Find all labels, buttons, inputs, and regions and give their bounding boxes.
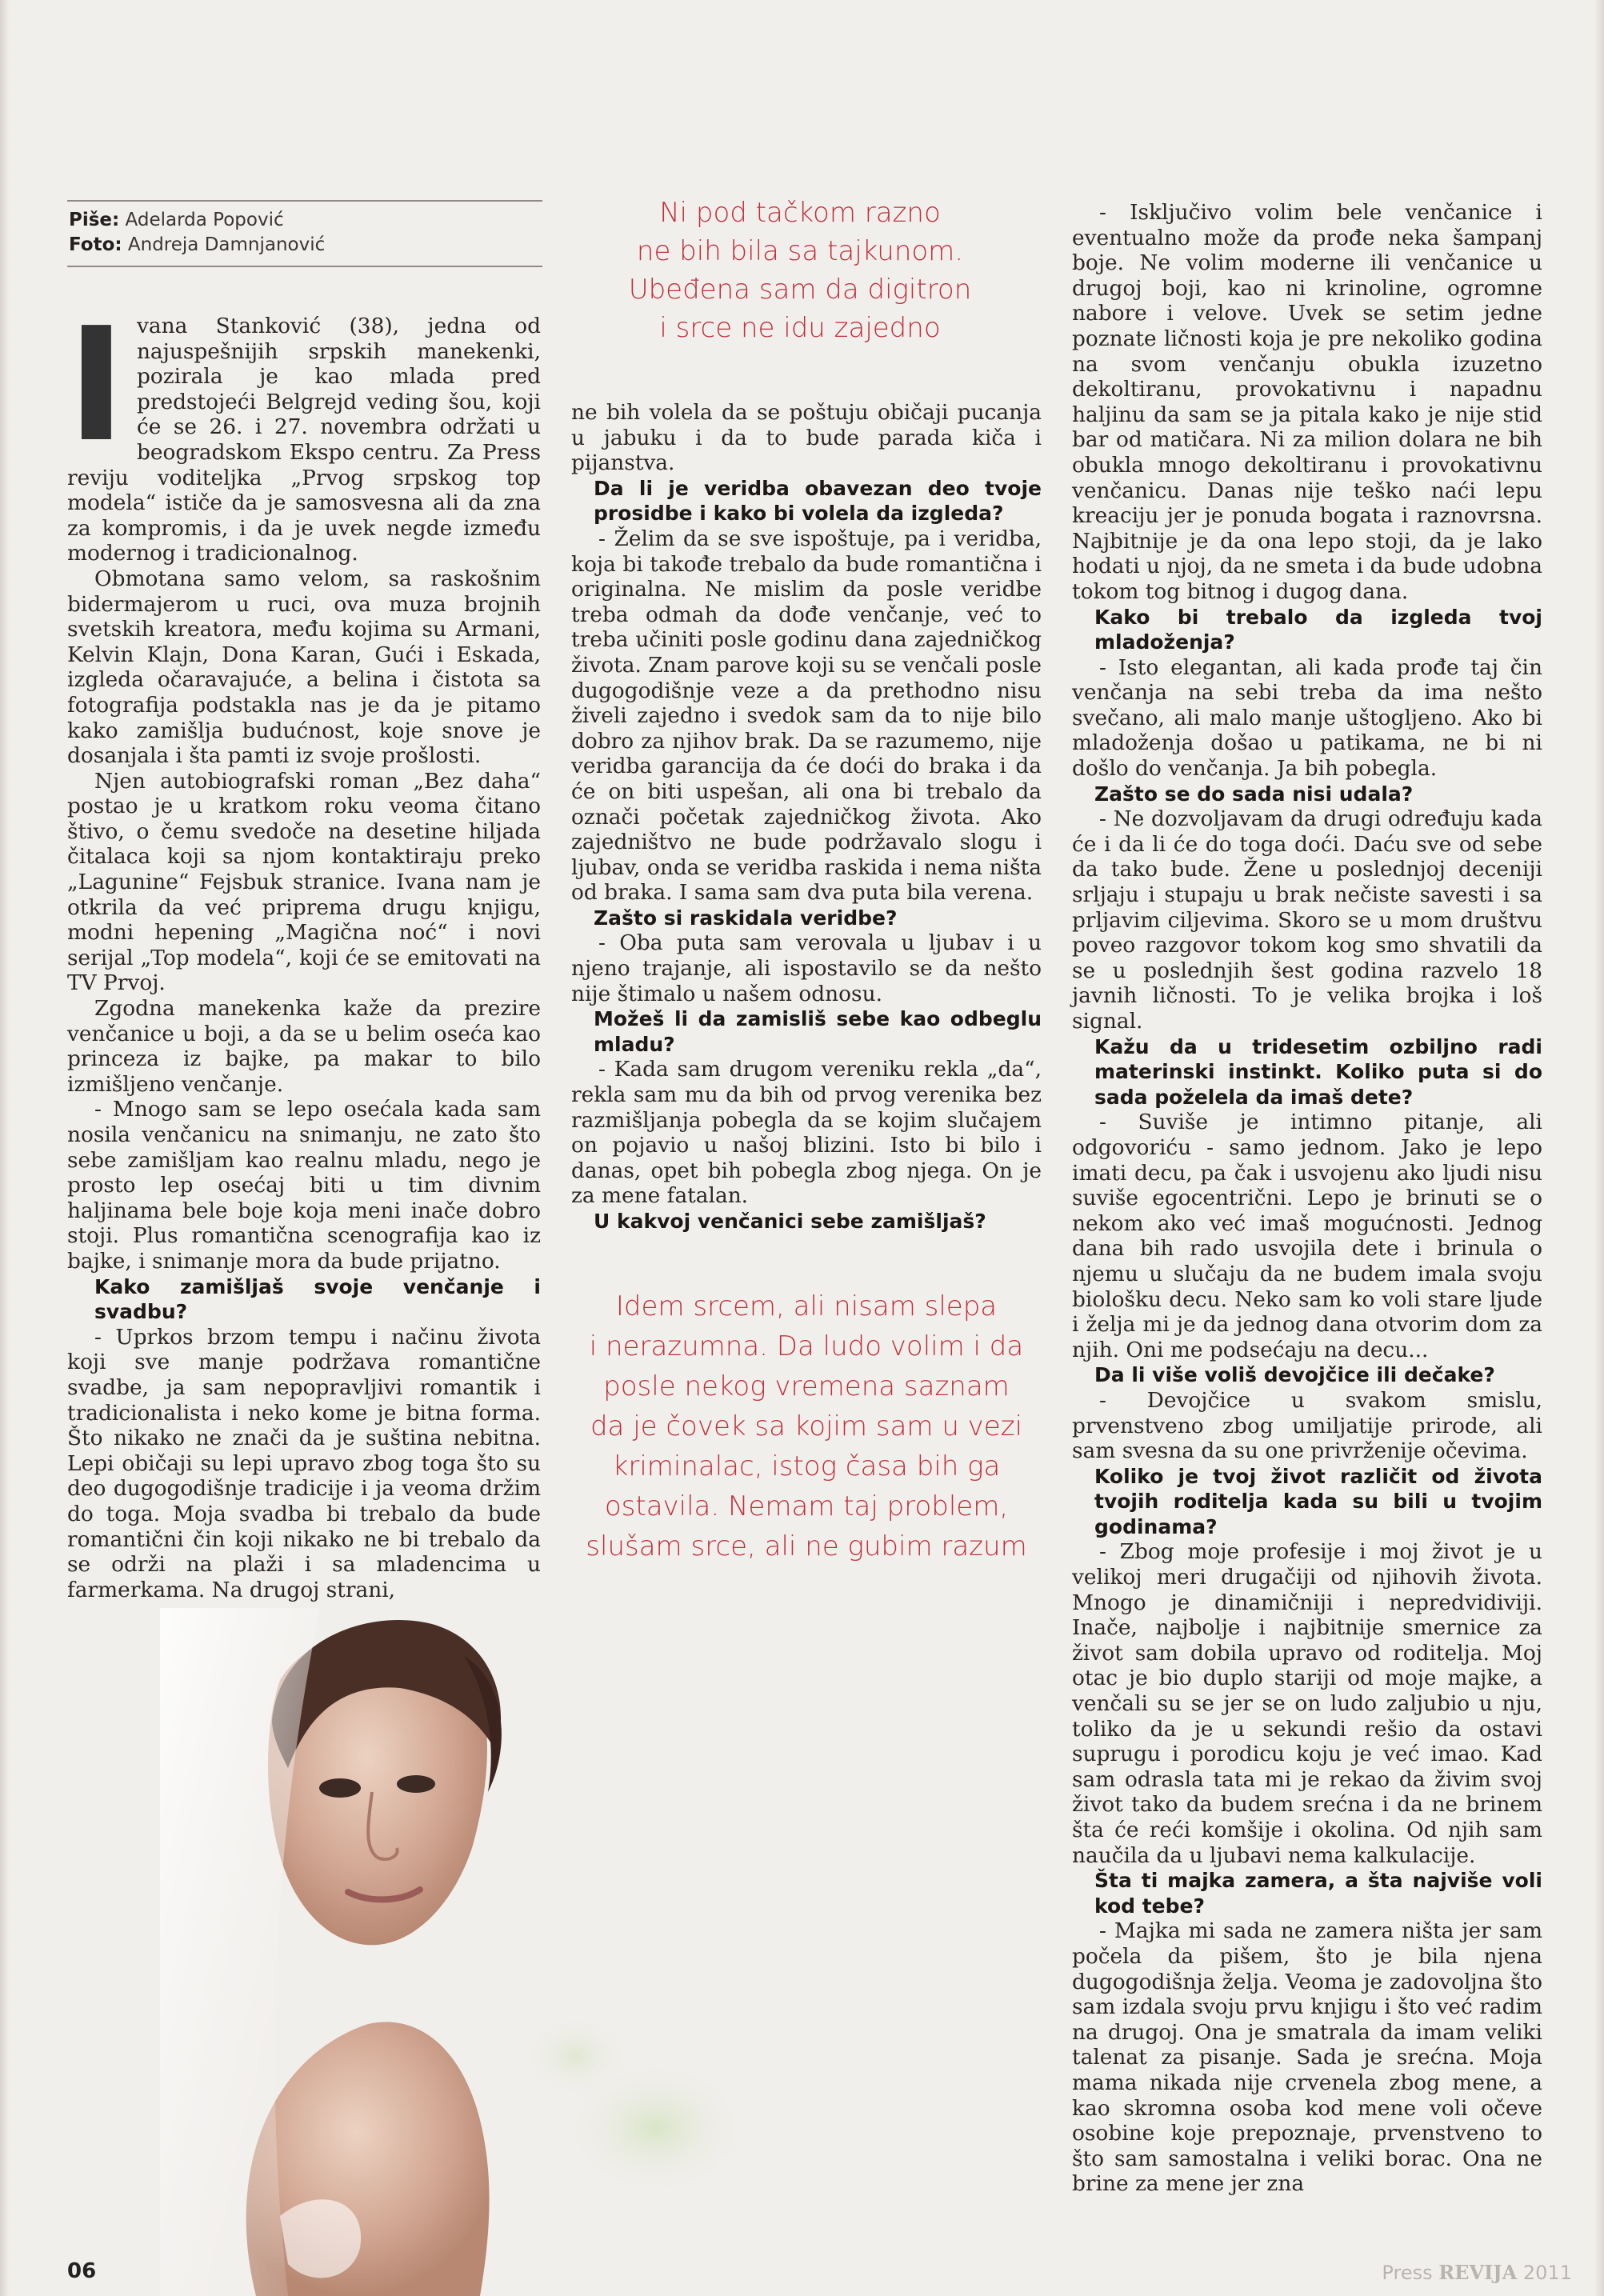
pull-quote-line: i nerazumna. Da ludo volim i da <box>589 1330 1024 1362</box>
article-column-3 <box>1072 200 1542 2197</box>
paragraph: - Oba puta sam verovala u ljubav i u njeno trajanje, ali ispostavilo se da nešto nije štimalo u našem odnosu. <box>571 930 1042 1006</box>
lead-text: vana Stanković (38), jedna od najuspešnijih srpskih manekenki, pozirala je kao mlada pred predstojeći Belgrejd veding šou, koji će se 26. i 27. novembra održati u beogradskom Ekspo centru. Za Press reviju voditeljka „Prvog srpskog top modela“ ističe da je samosvesna ali da zna za kompromis, i da je uvek negde između modernog i tradicionalnog. <box>67 314 541 566</box>
page-number: 06 <box>67 2259 97 2283</box>
paragraph: Njen autobiografski roman „Bez daha“ postao je u kratkom roku veoma čitano štivo, o čemu svedoče na desetine hiljada čitalaca koji sa njom kontaktiraju preko „Lagunine“ Fejsbuk stranice. Ivana nam je otkrila da već priprema drugu knjigu, modni hepening „Magična noć“ i novi serijal „Top modela“, koji će se emitovati na TV Prvoj. <box>67 768 541 996</box>
paragraph: - Suviše je intimno pitanje, ali odgovoriću - samo jednom. Jako je lepo imati decu, pa čak i usvojenu ako ljudi nisu suviše egocentrični. Lepo je brinuti se o nekom ako već imaš mogućnosti. Jednog dana bih rado usvojila dete i brinula o njemu u slučaju da ne budem imala svoju biološku decu. Neko sam ko voli stare ljude i želja mi je da jednog dana otvorim dom za njih. Oni me podsećaju na decu... <box>1072 1110 1542 1362</box>
model-photo <box>160 1608 736 2296</box>
paragraph: - Kada sam drugom vereniku rekla „da“, rekla sam mu da bih od prvog verenika bez razmišljanja pobegla da se kojim slučajem on pojavio u našoj blizini. Isto bi bilo i danas, opet bih pobegla zbog njega. On je za mene fatalan. <box>571 1057 1042 1209</box>
interview-question: Kako zamišljaš svoje venčanje i svadbu? <box>94 1274 541 1324</box>
interview-question: Šta ti majka zamera, a šta najviše voli kod tebe? <box>1094 1869 1542 1918</box>
paragraph: - Želim da se sve ispoštuje, pa i veridba, koja bi takođe trebalo da bude romantična i originalna. Ne mislim da posle veridbe treba odmah da dođe venčanje, već to treba učiniti posle godinu dana zajedničkog života. Znam parove koji su se venčali posle dugogodišnje veze a da prethodno nisu živeli zajedno i svedok sam da to nije bilo dobro za njihov brak. Da se razumemo, nije veridba garancija da će doći do braka i da će on biti uspešan, ali ona bi trebalo da označi početak zajedničkog života. Ako zajedništvo ne bude podržavalo slogu i ljubav, onda se veridba raskida i nema ništa od braka. I sama sam dva puta bila verena. <box>571 526 1042 906</box>
article-column-2 <box>571 400 1042 1234</box>
interview-question: Zašto si raskidala veridbe? <box>594 906 898 930</box>
article-credits <box>67 200 542 267</box>
pull-quote-line: Idem srcem, ali nisam slepa <box>615 1290 998 1322</box>
interview-question: U kakvoj venčanici sebe zamišljaš? <box>594 1210 986 1233</box>
lead-paragraph <box>67 294 541 566</box>
paragraph: Obmotana samo velom, sa raskošnim bidermajerom u ruci, ova muza brojnih svetskih kreatora, među kojima su Armani, Kelvin Klajn, Dona Karan, Gući i Eskada, izgleda očaravajuće, a belina i čistota sa fotografija podstakla nas je da je pitamo kako zamišlja budućnost, koje snove je dosanjala i šta pamti iz svoje prošlosti. <box>67 566 541 769</box>
magazine-year: 2011 <box>1517 2262 1572 2284</box>
pull-quote-line: ne bih bila sa tajkunom. <box>636 235 964 267</box>
pull-quote-line: da je čovek sa kojim sam u vezi <box>590 1410 1023 1442</box>
paragraph: Zgodna manekenka kaže da prezire venčanice u boji, a da se u belim oseća kao princeza iz bajke, pa makar to bilo izmišljeno venčanje. <box>67 996 541 1097</box>
photo-credit <box>69 233 542 258</box>
article-column-1 <box>67 294 541 1602</box>
magazine-footer <box>1382 2261 1572 2284</box>
interview-question: Zašto se do sada nisi udala? <box>1094 782 1414 806</box>
pull-quote-line: Ni pod tačkom razno <box>659 197 941 229</box>
interview-question: Koliko je tvoj život različit od života tvojih roditelja kada su bili u tvojim godinama? <box>1094 1464 1542 1538</box>
photographer-name: Andreja Damnjanović <box>127 234 326 255</box>
interview-question: Kako bi trebalo da izgleda tvoj mladoženja? <box>1094 605 1542 654</box>
author-label: Piše: <box>69 210 120 230</box>
paragraph: - Isključivo volim bele venčanice i eventualno može da prođe neka šampanj boje. Ne volim moderne ili venčanice u drugoj boji, kao ni krinoline, ogromne nabore i velove. Uvek se setim jedne poznate ličnosti koja je pre nekoliko godina na svom venčanju obukla izuzetno dekoltiranu, provokativnu i napadnu haljinu da sam se ja pitala kako je nije stid bar od matičara. Ni za milion dolara ne bih obukla mnogo dekoltiranu i provokativnu venčanicu. Danas nije teško naći lepu kreaciju jer je ponuda bogata i raznovrsna. Najbitnije je da ona lepo stoji, da je lako hodati u njoj, da ne smeta i da bude udobna tokom tog bitnog i dugog dana. <box>1072 200 1542 604</box>
paragraph: - Mnogo sam se lepo osećala kada sam nosila venčanicu na snimanju, ne zato što sebe zamišljam kao realnu mladu, nego je prosto lep osećaj biti u tim divnim haljinama bele boje koja meni inače dobro stoji. Plus romantična scenografija kao iz bajke, i snimanje mora da bude prijatno. <box>67 1097 541 1274</box>
pull-quote-line: Ubeđena sam da digitron <box>628 274 972 306</box>
magazine-name-light: Press <box>1382 2262 1439 2284</box>
photo-label: Foto: <box>69 234 122 255</box>
interview-question: Da li više voliš devojčice ili dečake? <box>1094 1363 1495 1387</box>
paragraph: - Ne dozvoljavam da drugi određuju kada će i da li će do toga doći. Daću sve od sebe da tako bude. Žene u poslednjoj deceniji srljaju i stupaju u brak nečiste savesti i sa prljavim ciljevima. Skoro se u mom društvu poveo razgovor tokom kog smo shvatili da se u poslednjih šest godina razvelo 18 javnih ličnosti. To je velika brojka i loš signal. <box>1072 806 1542 1034</box>
paragraph: - Majka mi sada ne zamera ništa jer sam počela da pišem, što je bila njena dugogodišnja želja. Veoma je zadovoljna što sam izdala svoju prvu knjigu i što već radim na drugoj. Ona je smatrala da imam veliki talenat za pisanje. Sada je srećna. Moja mama nikada nije crvenela zbog mene, a kao skromna osoba kod mene voli očeve osobine koje prepoznaje, prvenstveno to što sam samostalna i veliki borac. Ona ne brine za mene jer zna <box>1072 1918 1542 2197</box>
drop-cap: I <box>67 294 126 477</box>
pull-quote-middle <box>571 1286 1042 1566</box>
pull-quote-line: kriminalac, istog časa bih ga <box>612 1450 1001 1482</box>
paragraph: - Zbog moje profesije i moj život je u velikoj meri drugačiji od njihovih života. Mnogo je dinamičniji i nepredvidiviji. Inače, najbolje i najbitnije smernice za život sam dobila upravo od roditelja. Moj otac je bio duplo stariji od moje majke, a venčali su se jer se on ludo zaljubio u nju, toliko da je u sekundi rešio da ostavi suprugu i porodicu koju je već imao. Kad sam odrasla tata mi je rekao da živim svoj život tako da budem srećna i da ne brinem šta će reći komšije i okolina. Od njih sam naučila da u ljubavi nema kalkulacije. <box>1072 1539 1542 1868</box>
magazine-name-bold: REVIJA <box>1438 2261 1518 2284</box>
model-portrait-illustration <box>160 1608 736 2296</box>
interview-question: Kažu da u tridesetim ozbiljno radi materinski instinkt. Koliko puta si do sada poželela da imaš dete? <box>1094 1034 1542 1109</box>
paragraph: - Isto elegantan, ali kada prođe taj čin venčanja na sebi treba da ima nešto svečano, ali malo manje uštogljeno. Ako bi mladoženja došao u patikama, ne bi ni došlo do venčanja. Ja bih pobegla. <box>1072 654 1542 782</box>
paragraph: - Uprkos brzom tempu i načinu života koji sve manje podržava romantične svadbe, ja sam nepopravljivi romantik i tradicionalista i neko kome je bitna forma. Što nikako ne znači da je suština nebitna. Lepi običaji su lepi upravo zbog toga što su deo dugogodišnje tradicije i ja veoma držim do toga. Moja svadba bi trebalo da bude romantični čin koji nikako ne bi trebalo da se održi na plaži i sa mladencima u farmerkama. Na drugoj strani, <box>67 1324 541 1602</box>
paragraph: - Devojčice u svakom smislu, prvenstveno zbog umiljatije prirode, ali sam svesna da su one privrženije očevima. <box>1072 1387 1542 1464</box>
interview-question: Da li je veridba obavezan deo tvoje prosidbe i kako bi volela da izgleda? <box>594 476 1042 526</box>
interview-question: Možeš li da zamisliš sebe kao odbeglu mladu? <box>594 1007 1042 1056</box>
pull-quote-line: i srce ne idu zajedno <box>659 312 941 344</box>
pull-quote-top <box>576 194 1024 347</box>
pull-quote-line: posle nekog vremena saznam <box>603 1370 1010 1402</box>
pull-quote-line: slušam srce, ali ne gubim razum <box>586 1530 1027 1562</box>
author-credit <box>69 208 542 233</box>
pull-quote-line: ostavila. Nemam taj problem, <box>604 1490 1009 1522</box>
right-page-edge <box>1594 0 1604 2296</box>
left-page-edge <box>0 0 10 2296</box>
author-name: Adelarda Popović <box>125 210 284 230</box>
paragraph: ne bih volela da se poštuju običaji pucanja u jabuku i da to bude parada kiča i pijanstva. <box>571 400 1042 476</box>
